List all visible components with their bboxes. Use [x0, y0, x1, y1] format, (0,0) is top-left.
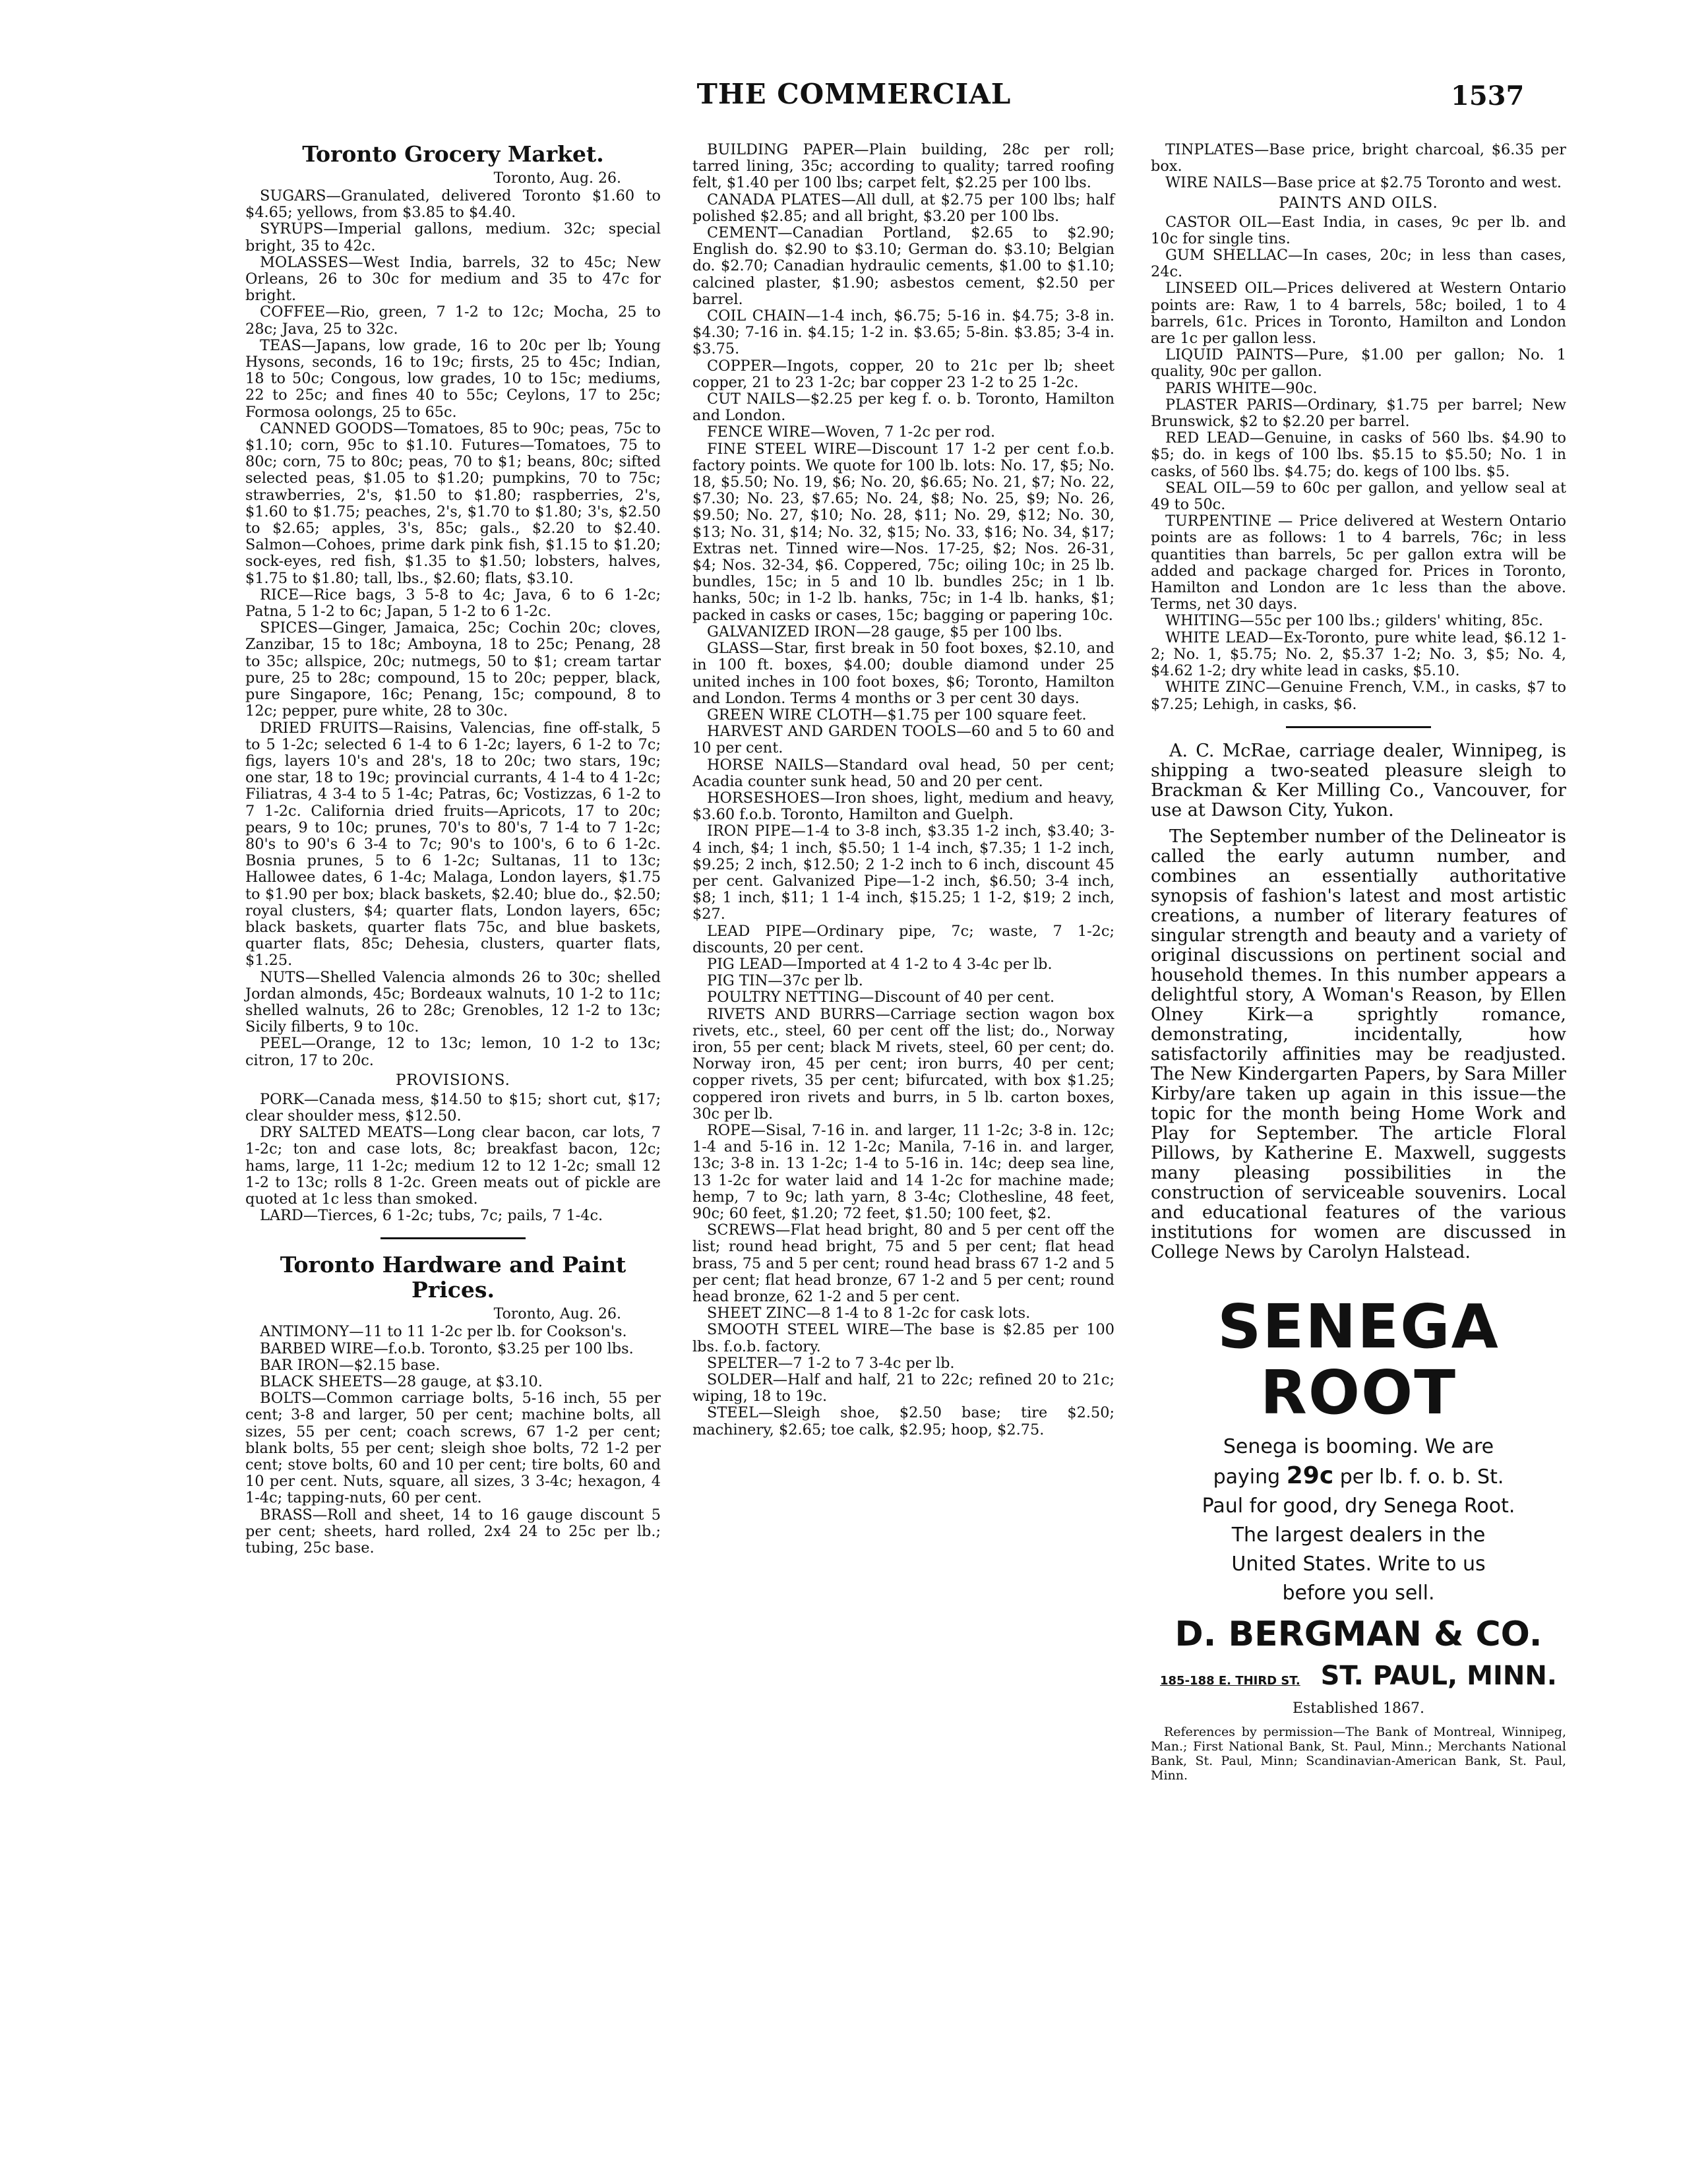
price-entry: WIRE NAILS—Base price at $2.75 Toronto and west.	[1165, 174, 1562, 192]
column-1	[245, 142, 661, 1557]
price-entry: HORSESHOES—Iron shoes, light, medium and heavy, $3.60 f.o.b. Toronto, Hamilton and Guelph.	[692, 789, 1114, 824]
ad-title: SENEGA ROOT	[1217, 1291, 1500, 1428]
column-3	[1151, 142, 1566, 1783]
price-entry: BLACK SHEETS—28 gauge, at $3.10.	[260, 1373, 543, 1390]
hardware-heading: Toronto Hardware and Paint Prices.	[280, 1252, 626, 1303]
price-entry: STEEL—Sleigh shoe, $2.50 base; tire $2.50; machinery, $2.65; toe calk, $2.95; hoop, $2.75.	[692, 1404, 1114, 1438]
ad-line: Senega is booming. We are	[1223, 1435, 1494, 1458]
price-entry: CEMENT—Canadian Portland, $2.65 to $2.90; English do. $2.90 to $3.10; German do. $3.10; Belgian do. $2.70; Canadian hydraulic cements, $1.00 to $1.10; calcined plaster, $1.90; asbestos cement, $2.50 per barrel.	[692, 224, 1114, 308]
price-entry: MOLASSES—West India, barrels, 32 to 45c; New Orleans, 26 to 30c for medium and 35 to 47c for bright.	[245, 253, 661, 305]
price-entry: PARIS WHITE—90c.	[1165, 379, 1318, 397]
news-item: The September number of the Delineator is called the early autumn number, and combines an essentially authoritative synopsis of fashion's latest and most artistic creations, a number of literary features of singular strength and beauty and a variety of original discussions on pertinent social and household themes. In this number appears a delightful story, A Woman's Reason, by Ellen Olney Kirk—a sprightly romance, demonstrating, incidentally, how satisfactorily affinities may be readjusted. The New Kindergarten Papers, by Sara Miller Kirby/are taken up again in this issue—the topic for the month being Home Work and Play for September. The article Floral Pillows, by Katherine E. Maxwell, suggests many pleasing possibilities in the construction of serviceable souvenirs. Local and educational features of the various institutions for women are discussed in College News by Carolyn Halstead.	[1151, 826, 1566, 1262]
price-entry: GUM SHELLAC—In cases, 20c; in less than cases, 24c.	[1151, 247, 1566, 281]
price-entry: PIG LEAD—Imported at 4 1-2 to 4 3-4c per lb.	[707, 955, 1052, 973]
price-entry: COFFEE—Rio, green, 7 1-2 to 12c; Mocha, 25 to 28c; Java, 25 to 32c.	[245, 303, 661, 338]
ad-established: Established 1867.	[1293, 1700, 1424, 1717]
price-entry: CANNED GOODS—Tomatoes, 85 to 90c; peas, 75c to $1.10; corn, 95c to $1.10. Futures—Tomatoes, 75 to 80c; corn, 75 to 80c; peas, 70 to $1; beans, 80c; sifted selected peas, $1.05 to $1.20; pumpkins, 70 to 75c; strawberries, 2's, $1.50 to $1.80; raspberries, 2's, $1.60 to $1.75; peaches, 2's, $1.70 to $1.80; 3's, $2.50 to $2.65; apples, 3's, 85c; gals., $2.20 to $2.40. Salmon—Cohoes, prime dark pink fish, $1.15 to $1.20; sock-eyes, red fish, $1.35 to $1.50; lobsters, halves, $1.75 to $1.80; tall, lbs., $2.60; flats, $3.10.	[245, 419, 661, 587]
ad-city: ST. PAUL, MINN.	[1320, 1660, 1557, 1691]
price-entry: SPELTER—7 1-2 to 7 3-4c per lb.	[707, 1354, 955, 1372]
ad-line-part: per lb. f. o. b. St.	[1339, 1465, 1504, 1489]
price-entry: SPICES—Ginger, Jamaica, 25c; Cochin 20c; cloves, Zanzibar, 15 to 18c; Amboyna, 18 to 25c; Penang, 28 to 35c; allspice, 20c; nutmegs, 50 to $1; cream tartar pure, 25 to 28c; compound, 15 to 20c; pepper, black, pure Singapore, 16c; Penang, 15c; compound, 8 to 12c; pepper, pure white, 28 to 30c.	[245, 619, 661, 720]
ad-references: References by permission—The Bank of Montreal, Winnipeg, Man.; First National Bank, St. Paul, Minn.; Merchants National Bank, St. Paul, Minn; Scandinavian-American Bank, St. Paul, Minn.	[1151, 1724, 1566, 1783]
price-entry: FENCE WIRE—Woven, 7 1-2c per rod.	[707, 423, 996, 441]
price-entry: PEEL—Orange, 12 to 13c; lemon, 10 1-2 to 13c; citron, 17 to 20c.	[245, 1035, 661, 1069]
price-entry: TEAS—Japans, low grade, 16 to 20c per lb; Young Hysons, seconds, 16 to 19c; firsts, 25 to 45c; Indian, 18 to 50c; Congous, low grades, 10 to 15c; mediums, 22 to 25c; and fines 40 to 55c; Ceylons, 17 to 25c; Formosa oolongs, 25 to 65c.	[245, 336, 661, 421]
price-entry: WHITE LEAD—Ex-Toronto, pure white lead, $6.12 1-2; No. 1, $5.75; No. 2, $5.37 1-2; No. 3, $5; No. 4, $4.62 1-2; dry white lead in casks, $5.10.	[1151, 629, 1566, 680]
price-entry: PORK—Canada mess, $14.50 to $15; short cut, $17; clear shoulder mess, $12.50.	[245, 1090, 661, 1125]
price-entry: SEAL OIL—59 to 60c per gallon, and yellow seal at 49 to 50c.	[1151, 479, 1566, 514]
price-entry: COIL CHAIN—1-4 inch, $6.75; 5-16 in. $4.75; 3-8 in. $4.30; 7-16 in. $4.15; 1-2 in. $3.65; 5-8in. $3.85; 3-4 in. $3.75.	[692, 307, 1114, 358]
section-rule	[1286, 726, 1431, 728]
price-entry: IRON PIPE—1-4 to 3-8 inch, $3.35 1-2 inch, $3.40; 3-4 inch, $4; 1 inch, $5.50; 1 1-4 inch, $7.35; 1 1-2 inch, $9.25; 2 inch, $12.50; 2 1-2 inch to 6 inch, discount 45 per cent. Galvanized Pipe—1-2 inch, $6.50; 3-4 inch, $8; 1 inch, $11; 1 1-4 inch, $15.25; 1 1-2, $19; 2 inch, $27.	[692, 822, 1114, 923]
price-entry: SUGARS—Granulated, delivered Toronto $1.60 to $4.65; yellows, from $3.85 to $4.40.	[245, 187, 661, 222]
ad-price: 29c	[1286, 1462, 1334, 1489]
masthead: THE COMMERCIAL	[696, 78, 1012, 110]
ad-line: United States. Write to us	[1231, 1552, 1486, 1576]
price-entry: HORSE NAILS—Standard oval head, 50 per cent; Acadia counter sunk head, 50 and 20 per cent.	[692, 756, 1114, 790]
ad-line-part: paying	[1213, 1465, 1281, 1489]
provisions-subheading: PROVISIONS.	[395, 1071, 510, 1089]
price-entry: SHEET ZINC—8 1-4 to 8 1-2c for cask lots.	[707, 1305, 1031, 1322]
price-entry: BAR IRON—$2.15 base.	[260, 1356, 441, 1374]
price-entry: FINE STEEL WIRE—Discount 17 1-2 per cent f.o.b. factory points. We quote for 100 lb. lots: No. 17, $5; No. 18, $5.50; No. 19, $6; No. 20, $6.65; No. 21, $7; No. 22, $7.30; No. 23, $7.65; No. 24, $8; No. 25, $9; No. 26, $9.50; No. 27, $10; No. 28, $11; No. 29, $12; No. 30, $13; No. 31, $14; No. 32, $15; No. 33, $16; No. 34, $17; Extras net. Tinned wire—Nos. 17-25, $2; Nos. 26-31, $4; Nos. 32-34, $6. Coppered, 75c; oiling 10c; in 25 lb. bundles, 15c; in 5 and 10 lb. bundles 25c; in 1 lb. hanks, 50c; in 1-2 lb. hanks, 75c; in 1-4 lb. hanks, $1; packed in casks or cases, 15c; bagging or papering 10c.	[692, 440, 1114, 624]
price-entry: DRIED FRUITS—Raisins, Valencias, fine off-stalk, 5 to 5 1-2c; selected 6 1-4 to 6 1-2c; layers, 6 1-2 to 7c; figs, layers 10's and 28's, 18 to 20c; two stars, 19c; one star, 18 to 19c; provincial currants, 4 1-4 to 4 1-2c; Filiatras, 4 3-4 to 5 1-4c; Patras, 6c; Vostizzas, 6 1-2 to 7 1-2c. California dried fruits—Apricots, 17 to 20c; pears, 9 to 10c; prunes, 70's to 80's, 7 1-4 to 7 1-2c; 80's to 90's 6 3-4 to 7c; 90's to 100's, 6 to 6 1-2c. Bosnia prunes, 5 to 6 1-2c; Sultanas, 11 to 13c; Hallowee dates, 6 1-4c; Malaga, London layers, $1.75 to $1.90 per box; black baskets, $2.40; blue do., $2.50; royal clusters, $4; quarter flats, London layers, 65c; black baskets, quarter flats 75c, and blue baskets, quarter flats, 85c; Dehesia, clusters, quarter flats, $1.25.	[245, 719, 661, 970]
price-entry: ANTIMONY—11 to 11 1-2c per lb. for Cookson's.	[260, 1323, 627, 1341]
grocery-heading: Toronto Grocery Market.	[302, 141, 604, 167]
section-rule	[381, 1237, 526, 1239]
price-entry: CANADA PLATES—All dull, at $2.75 per 100 lbs; half polished $2.85; and all bright, $3.20 per 100 lbs.	[692, 191, 1114, 225]
ad-line: before you sell.	[1282, 1581, 1435, 1605]
price-entry: GLASS—Star, first break in 50 foot boxes, $2.10, and in 100 ft. boxes, $4.00; double diamond under 25 united inches in 100 foot boxes, $6; Toronto, Hamilton and London. Terms 4 months or 3 per cent 30 days.	[692, 640, 1114, 707]
ad-body	[1151, 1433, 1566, 1608]
price-entry: SMOOTH STEEL WIRE—The base is $2.85 per 100 lbs. f.o.b. factory.	[692, 1321, 1114, 1355]
price-entry: BRASS—Roll and sheet, 14 to 16 gauge discount 5 per cent; sheets, hard rolled, 2x4 24 to 25c per lb.; tubing, 25c base.	[245, 1506, 661, 1557]
price-entry: LINSEED OIL—Prices delivered at Western Ontario points are: Raw, 1 to 4 barrels, 58c; boiled, 1 to 4 barrels, 61c. Prices in Toronto, Hamilton and London are 1c per gallon less.	[1151, 280, 1566, 348]
price-entry: BUILDING PAPER—Plain building, 28c per roll; tarred lining, 35c; according to quality; tarred roofing felt, $1.40 per 100 lbs; carpet felt, $2.25 per 100 lbs.	[692, 141, 1114, 192]
price-entry: COPPER—Ingots, copper, 20 to 21c per lb; sheet copper, 21 to 23 1-2c; bar copper 23 1-2 to 25 1-2c.	[692, 357, 1114, 391]
price-entry: BOLTS—Common carriage bolts, 5-16 inch, 55 per cent; 3-8 and larger, 50 per cent; machine bolts, all sizes, 55 per cent; coach screws, 67 1-2 per cent; blank bolts, 55 per cent; sleigh shoe bolts, 72 1-2 per cent; stove bolts, 60 and 10 per cent; tire bolts, 60 and 10 per cent. Nuts, square, all sizes, 3 3-4c; hexagon, 4 1-4c; tapping-nuts, 60 per cent.	[245, 1390, 661, 1507]
price-entry: TINPLATES—Base price, bright charcoal, $6.35 per box.	[1151, 141, 1566, 175]
grocery-dateline: Toronto, Aug. 26.	[493, 170, 621, 187]
price-entry: CASTOR OIL—East India, in cases, 9c per lb. and 10c for single tins.	[1151, 213, 1566, 247]
price-entry: RICE—Rice bags, 3 5-8 to 4c; Java, 6 to 6 1-2c; Patna, 5 1-2 to 6c; Japan, 5 1-2 to 6 1-2c.	[245, 586, 661, 621]
paints-subheading: PAINTS AND OILS.	[1279, 194, 1438, 212]
senega-root-advertisement	[1151, 1274, 1566, 1783]
price-entry: WHITE ZINC—Genuine French, V.M., in casks, $7 to $7.25; Lehigh, in casks, $6.	[1151, 679, 1566, 713]
price-entry: GREEN WIRE CLOTH—$1.75 per 100 square feet.	[707, 706, 1087, 724]
price-entry: RED LEAD—Genuine, in casks of 560 lbs. $4.90 to $5; do. in kegs of 100 lbs. $5.15 to $5.50; No. 1 in casks, of 560 lbs. $4.75; do. kegs of 100 lbs. $5.	[1151, 429, 1566, 480]
price-entry: POULTRY NETTING—Discount of 40 per cent.	[707, 989, 1055, 1006]
price-entry: SCREWS—Flat head bright, 80 and 5 per cent off the list; round head bright, 75 and 5 per cent; flat head brass, 75 and 5 per cent; round head brass 67 1-2 and 5 per cent; flat head bronze, 67 1-2 and 5 per cent; round head bronze, 62 1-2 and 5 per cent.	[692, 1221, 1114, 1306]
ad-line	[1151, 1462, 1566, 1492]
price-entry: CUT NAILS—$2.25 per keg f. o. b. Toronto, Hamilton and London.	[692, 390, 1114, 425]
price-entry: LIQUID PAINTS—Pure, $1.00 per gallon; No. 1 quality, 90c per gallon.	[1151, 346, 1566, 381]
price-entry: SOLDER—Half and half, 21 to 22c; refined 20 to 21c; wiping, 18 to 19c.	[692, 1371, 1114, 1405]
price-entry: LARD—Tierces, 6 1-2c; tubs, 7c; pails, 7 1-4c.	[260, 1207, 603, 1225]
column-2	[692, 142, 1114, 1438]
price-entry: RIVETS AND BURRS—Carriage section wagon box rivets, etc., steel, 60 per cent off the list; do., Norway iron, 55 per cent; black M rivets, steel, 60 per cent; do. Norway iron, 45 per cent; iron burrs, 40 per cent; copper rivets, 35 per cent; bifurcated, with box $1.25; coppered iron rivets and burrs, in 5 lb. carton boxes, 30c per lb.	[692, 1005, 1114, 1123]
price-entry: HARVEST AND GARDEN TOOLS—60 and 5 to 60 and 10 per cent.	[692, 723, 1114, 757]
page-number: 1537	[1451, 80, 1525, 111]
ad-street: 185-188 E. THIRD ST.	[1160, 1673, 1300, 1688]
price-entry: GALVANIZED IRON—28 gauge, $5 per 100 lbs.	[707, 623, 1063, 640]
price-entry: NUTS—Shelled Valencia almonds 26 to 30c; shelled Jordan almonds, 45c; Bordeaux walnuts, 10 1-2 to 11c; shelled walnuts, 26 to 28c; Grenobles, 12 1-2 to 13c; Sicily filberts, 9 to 10c.	[245, 968, 661, 1036]
ad-line: Paul for good, dry Senega Root.	[1202, 1494, 1515, 1518]
price-entry: WHITING—55c per 100 lbs.; gilders' whiting, 85c.	[1165, 612, 1543, 630]
grocery-entries	[245, 188, 661, 1069]
hardware-dateline: Toronto, Aug. 26.	[493, 1306, 621, 1323]
price-entry: PIG TIN—37c per lb.	[707, 972, 863, 990]
news-item: A. C. McRae, carriage dealer, Winnipeg, is shipping a two-seated pleasure sleigh to Brackman & Ker Milling Co., Vancouver, for use at Dawson City, Yukon.	[1151, 740, 1566, 820]
ad-address	[1160, 1661, 1557, 1691]
ad-firm-name: D. BERGMAN & CO.	[1174, 1614, 1542, 1654]
price-entry: PLASTER PARIS—Ordinary, $1.75 per barrel; New Brunswick, $2 to $2.20 per barrel.	[1151, 396, 1566, 431]
price-entry: LEAD PIPE—Ordinary pipe, 7c; waste, 7 1-2c; discounts, 20 per cent.	[692, 922, 1114, 956]
price-entry: DRY SALTED MEATS—Long clear bacon, car lots, 7 1-2c; ton and case lots, 8c; breakfast bacon, 12c; hams, large, 11 1-2c; medium 12 to 12 1-2c; small 12 1-2 to 13c; rolls 8 1-2c. Green meats out of pickle are quoted at 1c less than smoked.	[245, 1124, 661, 1208]
price-entry: TURPENTINE — Price delivered at Western Ontario points are as follows: 1 to 4 barrels, 76c; in less quantities than barrels, 5c per gallon extra will be added and package charged for. Prices in Toronto, Hamilton and London are 1c less than the above. Terms, net 30 days.	[1151, 512, 1566, 613]
price-entry: SYRUPS—Imperial gallons, medium. 32c; special bright, 35 to 42c.	[245, 220, 661, 255]
ad-line: The largest dealers in the	[1231, 1523, 1486, 1547]
price-entry: BARBED WIRE—f.o.b. Toronto, $3.25 per 100 lbs.	[260, 1340, 634, 1357]
price-entry: ROPE—Sisal, 7-16 in. and larger, 11 1-2c; 3-8 in. 12c; 1-4 and 5-16 in. 12 1-2c; Manila, 7-16 in. and larger, 13c; 3-8 in. 13 1-2c; 1-4 to 5-16 in. 14c; deep sea line, 13 1-2c for water laid and 14 1-2c for machine made; hemp, 7 to 9c; lath yarn, 8 3-4c; Clothesline, 48 feet, 90c; 60 feet, $1.20; 72 feet, $1.50; 100 feet, $2.	[692, 1121, 1114, 1222]
